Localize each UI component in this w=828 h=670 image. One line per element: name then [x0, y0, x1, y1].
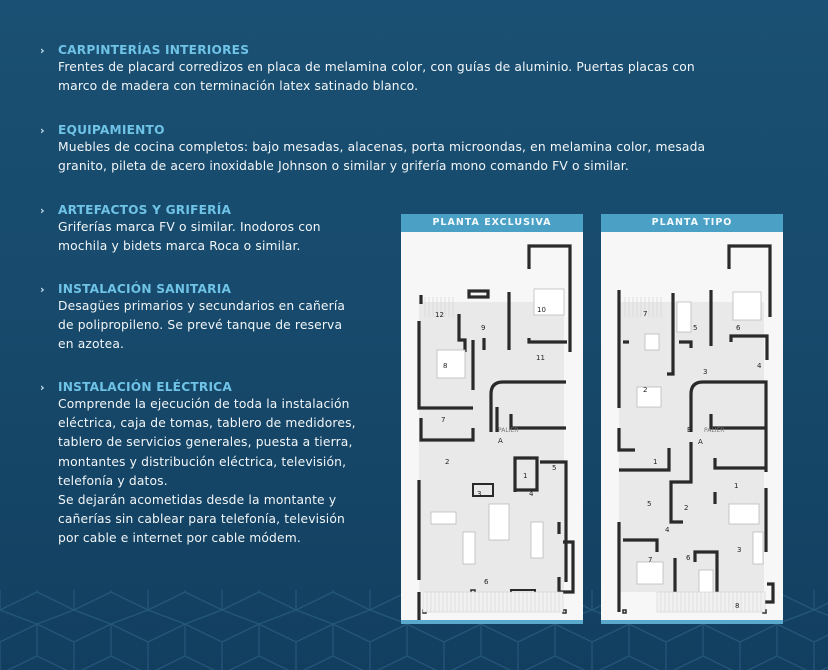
plan-bottom-bar [601, 620, 783, 624]
room-label: 4 [757, 362, 762, 370]
section-title: INSTALACIÓN ELÉCTRICA [58, 380, 232, 394]
section-equipamiento [40, 122, 705, 176]
room-label: 6 [736, 324, 741, 332]
floor-plan-drawing [401, 232, 583, 620]
palier-label: PALIER [498, 427, 519, 434]
room-label: 7 [441, 416, 446, 424]
room-label: 8 [735, 602, 740, 610]
section-text: mochila y bidets marca Roca o similar. [58, 239, 301, 254]
section-text: marco de madera con terminación latex satinado blanco. [58, 79, 419, 94]
chevron-right-icon: › [40, 43, 45, 57]
section-title: EQUIPAMIENTO [58, 123, 165, 137]
room-label: 4 [665, 526, 670, 534]
chevron-right-icon: › [40, 282, 45, 296]
section-text: cañerías sin cablear para telefonía, televisión [58, 512, 345, 527]
chevron-right-icon: › [40, 123, 45, 137]
section-text: Frentes de placard corredizos en placa de melamina color, con guías de aluminio. Puertas placas con [58, 60, 695, 74]
section-title: INSTALACIÓN SANITARIA [58, 282, 232, 296]
section-sanitaria [40, 281, 345, 355]
room-label: 2 [643, 386, 648, 394]
section-text: de polipropileno. Se prevé tanque de reserva [58, 318, 343, 333]
section-carpinterias [40, 42, 695, 96]
room-label: 5 [647, 500, 652, 508]
section-text: Comprende la ejecución de toda la instalación [58, 397, 350, 411]
section-title: ARTEFACTOS Y GRIFERÍA [58, 203, 232, 217]
room-label: 12 [435, 311, 444, 319]
room-label: 3 [737, 546, 742, 554]
floor-plan-exclusiva [401, 214, 583, 624]
room-label: 7 [648, 556, 653, 564]
section-text: por cable e internet por cable módem. [58, 531, 301, 546]
plan-bottom-bar [401, 620, 583, 624]
chevron-right-icon: › [40, 380, 45, 394]
marker-b-icon: B [687, 426, 692, 434]
room-label: 7 [643, 310, 648, 318]
section-text: granito, pileta de acero inoxidable Johnson o similar y grifería mono comando FV o similar. [58, 159, 629, 174]
floor-plan-drawing [601, 232, 783, 620]
room-label: 2 [684, 504, 689, 512]
chevron-right-icon: › [40, 203, 45, 217]
room-label: 5 [552, 464, 557, 472]
palier-label: PALIER [704, 427, 725, 434]
room-label: 3 [703, 368, 708, 376]
section-electrica [40, 379, 356, 549]
section-text: Griferías marca FV o similar. Inodoros con [58, 220, 321, 234]
section-text: eléctrica, caja de tomas, tablero de medidores, [58, 416, 356, 431]
room-label: 1 [734, 482, 739, 490]
section-text: Se dejarán acometidas desde la montante y [58, 493, 337, 508]
section-artefactos [40, 202, 321, 256]
room-label: 11 [536, 354, 545, 362]
section-text: montantes y distribución eléctrica, televisión, [58, 454, 347, 469]
room-label: 6 [484, 578, 489, 586]
marker-a-icon: A [698, 438, 703, 446]
section-text: en azotea. [58, 337, 125, 352]
section-title: CARPINTERÍAS INTERIORES [58, 43, 250, 57]
room-label: 5 [693, 324, 698, 332]
section-text: tablero de servicios generales, puesta a tierra, [58, 435, 353, 450]
room-label: 6 [686, 554, 691, 562]
section-text: Desagües primarios y secundarios en cañería [58, 299, 346, 313]
floor-plan-tipo [601, 214, 783, 624]
plan-title: PLANTA EXCLUSIVA [401, 214, 583, 232]
plan-title: PLANTA TIPO [601, 214, 783, 232]
section-text: telefonía y datos. [58, 473, 168, 488]
room-label: 3 [477, 490, 482, 498]
room-label: 1 [653, 458, 658, 466]
room-label: 2 [445, 458, 450, 466]
room-label: 9 [481, 324, 486, 332]
room-label: 1 [523, 472, 528, 480]
room-label: 4 [529, 490, 534, 498]
section-text: Muebles de cocina completos: bajo mesadas, alacenas, porta microondas, en melamina color, mesada [58, 140, 706, 154]
marker-a-icon: A [498, 437, 503, 445]
room-label: 10 [537, 306, 546, 314]
room-label: 8 [443, 362, 448, 370]
